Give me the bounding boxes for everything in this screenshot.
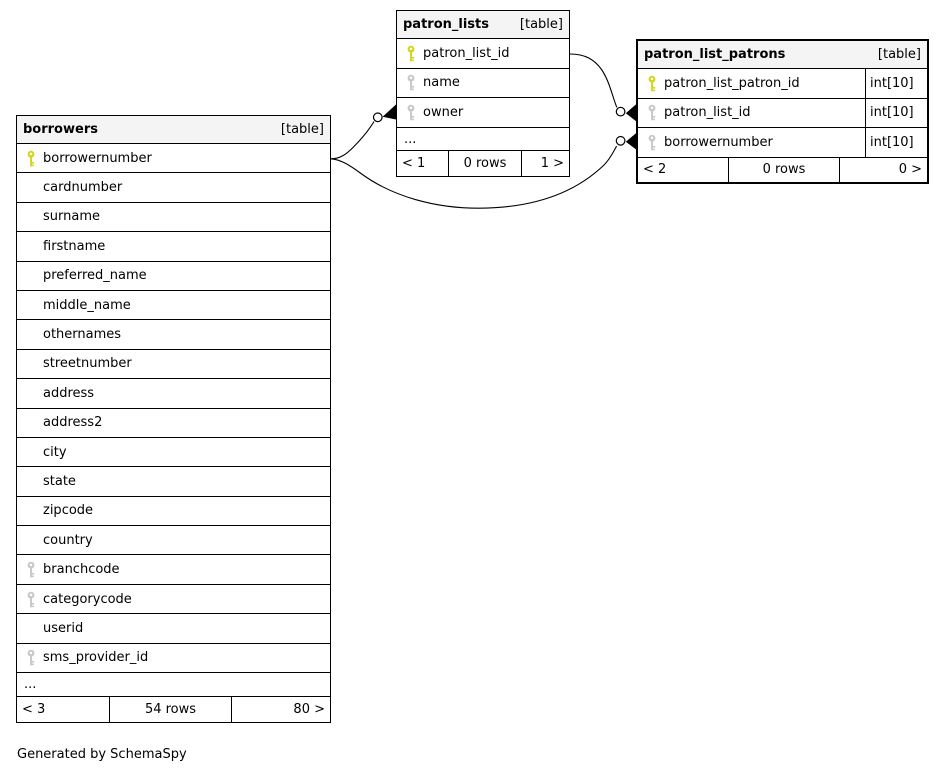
row-count: 54 rows [109, 697, 231, 722]
column-name: zipcode [43, 503, 94, 519]
column-row-sms_provider_id [17, 644, 330, 673]
column-name: name [423, 75, 460, 91]
column-name: borrowernumber [43, 150, 152, 166]
table-type-badge: [table] [519, 17, 563, 32]
children-count: < 1 [402, 156, 426, 172]
relationship-arrowhead [626, 104, 637, 122]
column-row-borrowernumber [17, 144, 330, 173]
column-name: preferred_name [43, 268, 147, 284]
column-row-patron_list_id [638, 99, 927, 129]
table-footer-patron_lists [397, 151, 569, 176]
column-row-firstname [17, 232, 330, 261]
column-row-name [397, 69, 569, 99]
column-row-city [17, 438, 330, 467]
table-footer-borrowers [17, 697, 330, 722]
foreign-key-icon [397, 104, 423, 121]
column-name: firstname [43, 238, 106, 254]
column-name: patron_list_id [423, 45, 510, 61]
column-name: surname [43, 209, 100, 225]
parents-count: 1 > [521, 151, 569, 176]
column-row-streetnumber [17, 350, 330, 379]
column-name: country [43, 532, 93, 548]
column-name: address [43, 385, 95, 401]
relationship-line [331, 122, 374, 159]
column-name: state [43, 473, 76, 489]
table-header-patron_list_patrons[interactable] [638, 41, 927, 69]
primary-key-icon [397, 45, 423, 62]
row-count: 0 rows [728, 158, 839, 182]
column-row-cardnumber [17, 173, 330, 202]
relationship-circle-marker [374, 113, 383, 122]
relationship-borrowers-to-patron-lists-owner [331, 105, 396, 159]
column-name: owner [423, 104, 464, 120]
column-name: categorycode [43, 591, 132, 607]
foreign-key-icon [638, 134, 664, 151]
parents-count: 0 > [839, 158, 927, 182]
column-row-branchcode [17, 555, 330, 584]
parents-count: 80 > [231, 697, 330, 722]
table-header-patron_lists[interactable] [397, 11, 569, 39]
column-row-country [17, 526, 330, 555]
column-name: streetnumber [43, 356, 132, 372]
column-name: patron_list_patron_id [664, 75, 800, 91]
table-type-badge: [table] [280, 122, 324, 137]
column-name: patron_list_id [664, 105, 751, 121]
column-name: borrowernumber [664, 134, 773, 150]
foreign-key-icon [638, 104, 664, 121]
column-name: userid [43, 620, 84, 636]
column-type: int[10] [865, 69, 927, 98]
column-type: int[10] [865, 128, 927, 157]
row-count: 0 rows [448, 151, 521, 176]
truncated-columns-indicator: ... [397, 128, 569, 152]
column-row-othernames [17, 320, 330, 349]
foreign-key-icon [17, 649, 43, 666]
column-name: address2 [43, 415, 103, 431]
column-row-categorycode [17, 585, 330, 614]
generator-credit: Generated by SchemaSpy [17, 747, 187, 762]
foreign-key-icon [17, 561, 43, 578]
table-node-borrowers [16, 115, 331, 723]
column-row-address2 [17, 409, 330, 438]
column-type: int[10] [865, 99, 927, 128]
column-name: middle_name [43, 297, 131, 313]
table-footer-patron_list_patrons [638, 158, 927, 182]
foreign-key-icon [17, 591, 43, 608]
column-row-address [17, 379, 330, 408]
column-name: othernames [43, 327, 122, 343]
table-node-patron_list_patrons [636, 39, 929, 184]
column-row-patron_list_id [397, 39, 569, 69]
column-row-surname [17, 203, 330, 232]
column-row-patron_list_patron_id [638, 69, 927, 99]
column-row-borrowernumber [638, 128, 927, 158]
table-node-patron_lists [396, 10, 570, 177]
relationship-arrowhead [383, 105, 396, 120]
column-row-userid [17, 614, 330, 643]
table-header-borrowers[interactable] [17, 116, 330, 144]
column-row-state [17, 467, 330, 496]
column-name: city [43, 444, 67, 460]
column-name: branchcode [43, 562, 120, 578]
column-row-preferred_name [17, 262, 330, 291]
table-title: patron_list_patrons [644, 47, 786, 62]
foreign-key-icon [397, 74, 423, 91]
primary-key-icon [638, 75, 664, 92]
relationship-circle-marker [616, 137, 625, 146]
children-count: < 2 [643, 162, 667, 177]
table-title: patron_lists [403, 17, 489, 32]
column-name: sms_provider_id [43, 650, 149, 666]
column-row-owner [397, 98, 569, 128]
children-count: < 3 [22, 701, 46, 717]
truncated-columns-indicator: ... [17, 673, 330, 697]
column-row-zipcode [17, 497, 330, 526]
relationship-arrowhead [626, 133, 637, 150]
column-name: cardnumber [43, 180, 123, 196]
relationship-circle-marker [616, 107, 625, 116]
primary-key-icon [17, 150, 43, 167]
relationship-patron-lists-to-patron-list-patrons [570, 54, 637, 122]
column-row-middle_name [17, 291, 330, 320]
table-title: borrowers [23, 122, 98, 137]
relationship-line [570, 54, 617, 107]
table-type-badge: [table] [877, 47, 921, 62]
